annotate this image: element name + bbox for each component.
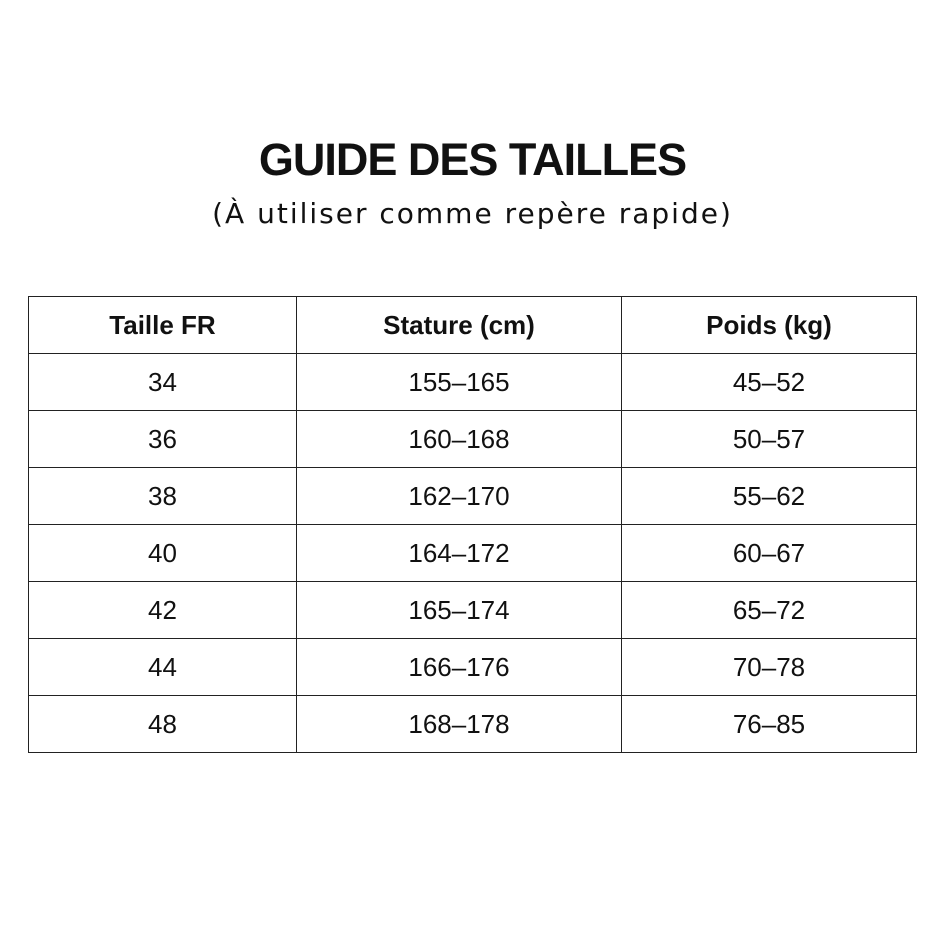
cell-stature: 160–168 <box>297 411 622 468</box>
cell-poids: 65–72 <box>622 582 917 639</box>
table-row <box>29 696 917 753</box>
cell-stature: 155–165 <box>297 354 622 411</box>
cell-poids: 76–85 <box>622 696 917 753</box>
cell-poids: 70–78 <box>622 639 917 696</box>
cell-taille: 36 <box>29 411 297 468</box>
cell-poids: 45–52 <box>622 354 917 411</box>
cell-taille: 42 <box>29 582 297 639</box>
table-header-row <box>29 297 917 354</box>
size-table <box>28 296 917 753</box>
cell-taille: 38 <box>29 468 297 525</box>
cell-stature: 165–174 <box>297 582 622 639</box>
cell-taille: 44 <box>29 639 297 696</box>
table-row <box>29 582 917 639</box>
cell-taille: 34 <box>29 354 297 411</box>
table-row <box>29 525 917 582</box>
cell-poids: 60–67 <box>622 525 917 582</box>
table-row <box>29 468 917 525</box>
table-row <box>29 411 917 468</box>
column-header-poids: Poids (kg) <box>622 297 917 354</box>
cell-poids: 50–57 <box>622 411 917 468</box>
page-subtitle: (À utiliser comme repère rapide) <box>212 197 733 230</box>
page-title: GUIDE DES TAILLES <box>258 134 687 185</box>
table-row <box>29 639 917 696</box>
cell-stature: 162–170 <box>297 468 622 525</box>
column-header-taille: Taille FR <box>29 297 297 354</box>
cell-stature: 166–176 <box>297 639 622 696</box>
table-row <box>29 354 917 411</box>
cell-stature: 168–178 <box>297 696 622 753</box>
column-header-stature: Stature (cm) <box>297 297 622 354</box>
cell-poids: 55–62 <box>622 468 917 525</box>
cell-stature: 164–172 <box>297 525 622 582</box>
cell-taille: 40 <box>29 525 297 582</box>
cell-taille: 48 <box>29 696 297 753</box>
